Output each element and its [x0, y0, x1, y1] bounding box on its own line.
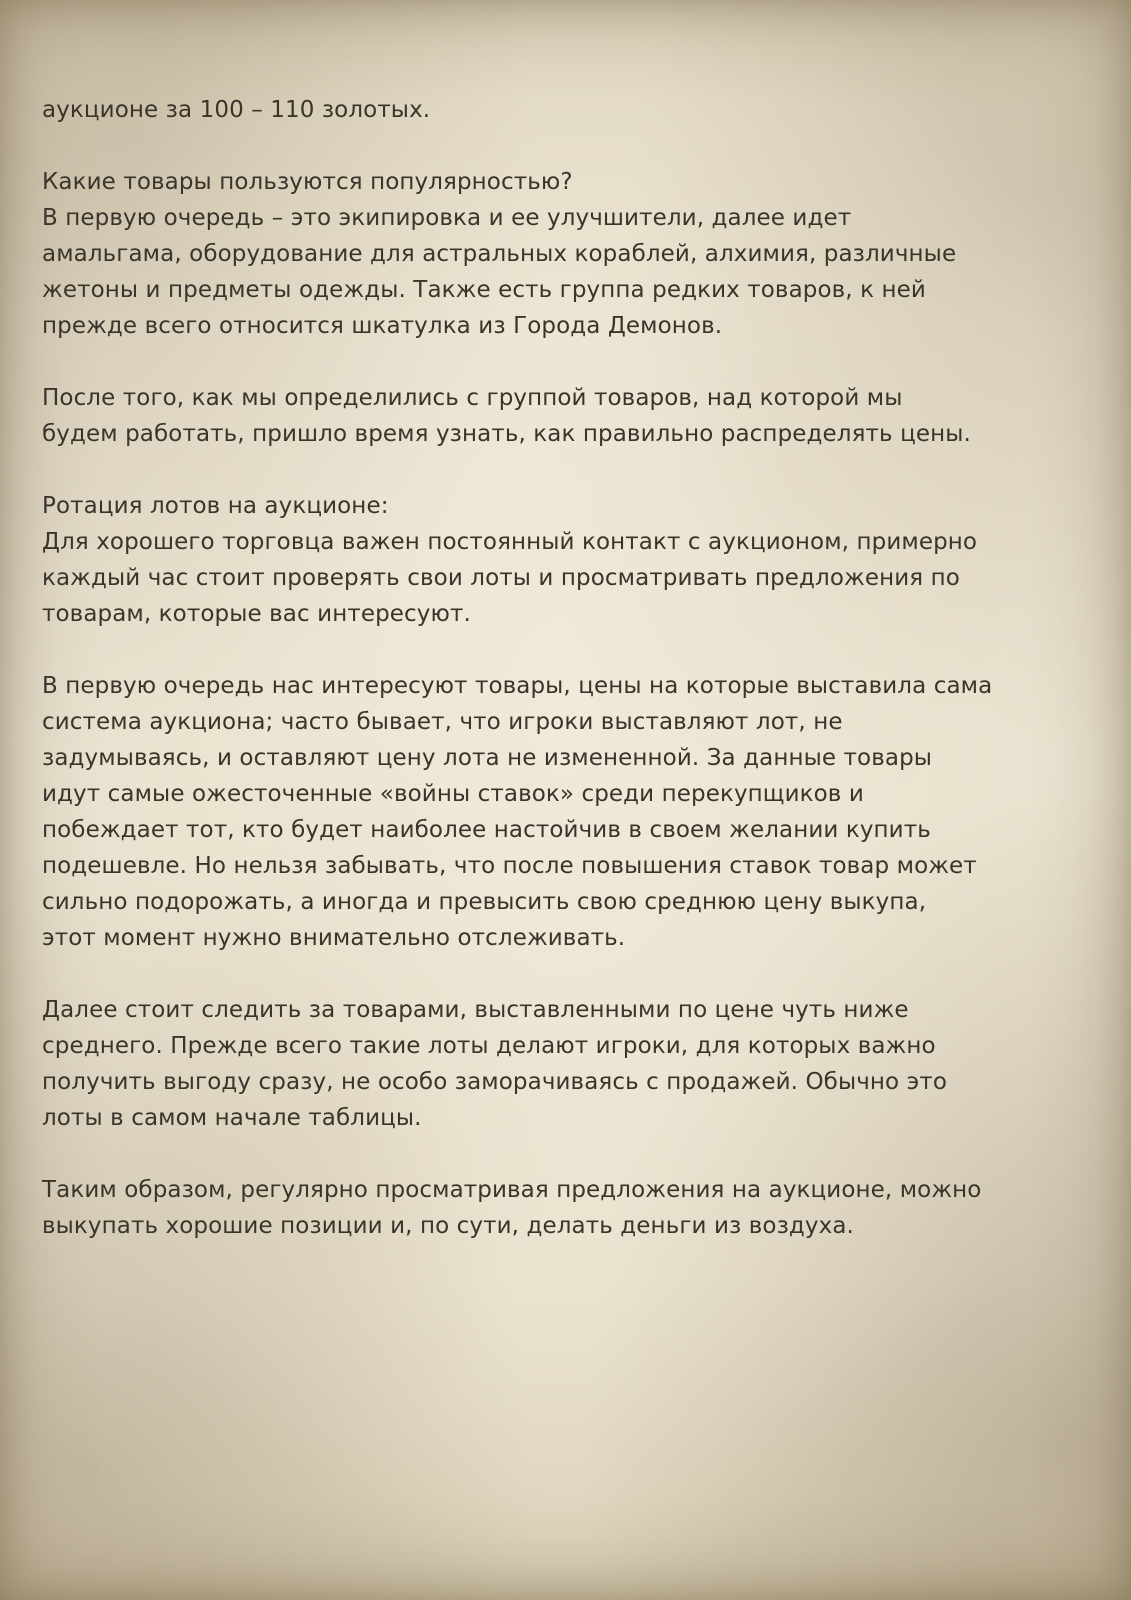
text-line: будем работать, пришло время узнать, как правильно распределять цены.: [42, 421, 971, 447]
text-line: После того, как мы определились с группой товаров, над которой мы: [42, 385, 903, 411]
paragraph-prices: [42, 380, 1102, 452]
text-line: каждый час стоит проверять свои лоты и просматривать предложения по: [42, 565, 960, 591]
text-line: получить выгоду сразу, не особо заморачиваясь с продажей. Обычно это: [42, 1069, 948, 1095]
text-line: среднего. Прежде всего такие лоты делают игроки, для которых важно: [42, 1033, 936, 1059]
text-line: Таким образом, регулярно просматривая предложения на аукционе, можно: [42, 1177, 982, 1203]
text-line: В первую очередь нас интересуют товары, цены на которые выставила сама: [42, 673, 993, 699]
text-line: аукционе за 100 – 110 золотых.: [42, 97, 431, 123]
text-line: товарам, которые вас интересуют.: [42, 601, 471, 627]
text-line: В первую очередь – это экипировка и ее улучшители, далее идет: [42, 205, 852, 231]
text-line: идут самые ожесточенные «войны ставок» среди перекупщиков и: [42, 781, 864, 807]
text-line: сильно подорожать, а иногда и превысить свою среднюю цену выкупа,: [42, 889, 927, 915]
paragraph-popular-goods: [42, 164, 1102, 344]
paragraph-lot-rotation: [42, 488, 1102, 632]
text-line: Какие товары пользуются популярностью?: [42, 169, 573, 195]
text-line: Далее стоит следить за товарами, выставленными по цене чуть ниже: [42, 997, 909, 1023]
text-line: Ротация лотов на аукционе:: [42, 493, 389, 519]
text-line: система аукциона; часто бывает, что игроки выставляют лот, не: [42, 709, 843, 735]
text-line: задумываясь, и оставляют цену лота не измененной. За данные товары: [42, 745, 933, 771]
text-line: выкупать хорошие позиции и, по сути, делать деньги из воздуха.: [42, 1213, 854, 1239]
text-line: этот момент нужно внимательно отслеживать.: [42, 925, 626, 951]
article-text: [42, 92, 1102, 1280]
paragraph-conclusion: [42, 1172, 1102, 1244]
text-line: побеждает тот, кто будет наиболее настойчив в своем желании купить: [42, 817, 931, 843]
text-line: подешевле. Но нельзя забывать, что после повышения ставок товар может: [42, 853, 977, 879]
text-line: Для хорошего торговца важен постоянный контакт с аукционом, примерно: [42, 529, 978, 555]
paragraph-below-average: [42, 992, 1102, 1136]
paragraph-price-intro: [42, 92, 1102, 128]
text-line: прежде всего относится шкатулка из Города Демонов.: [42, 313, 723, 339]
paragraph-system-prices: [42, 668, 1102, 956]
text-line: жетоны и предметы одежды. Также есть группа редких товаров, к ней: [42, 277, 926, 303]
text-line: амальгама, оборудование для астральных кораблей, алхимия, различные: [42, 241, 957, 267]
text-line: лоты в самом начале таблицы.: [42, 1105, 422, 1131]
